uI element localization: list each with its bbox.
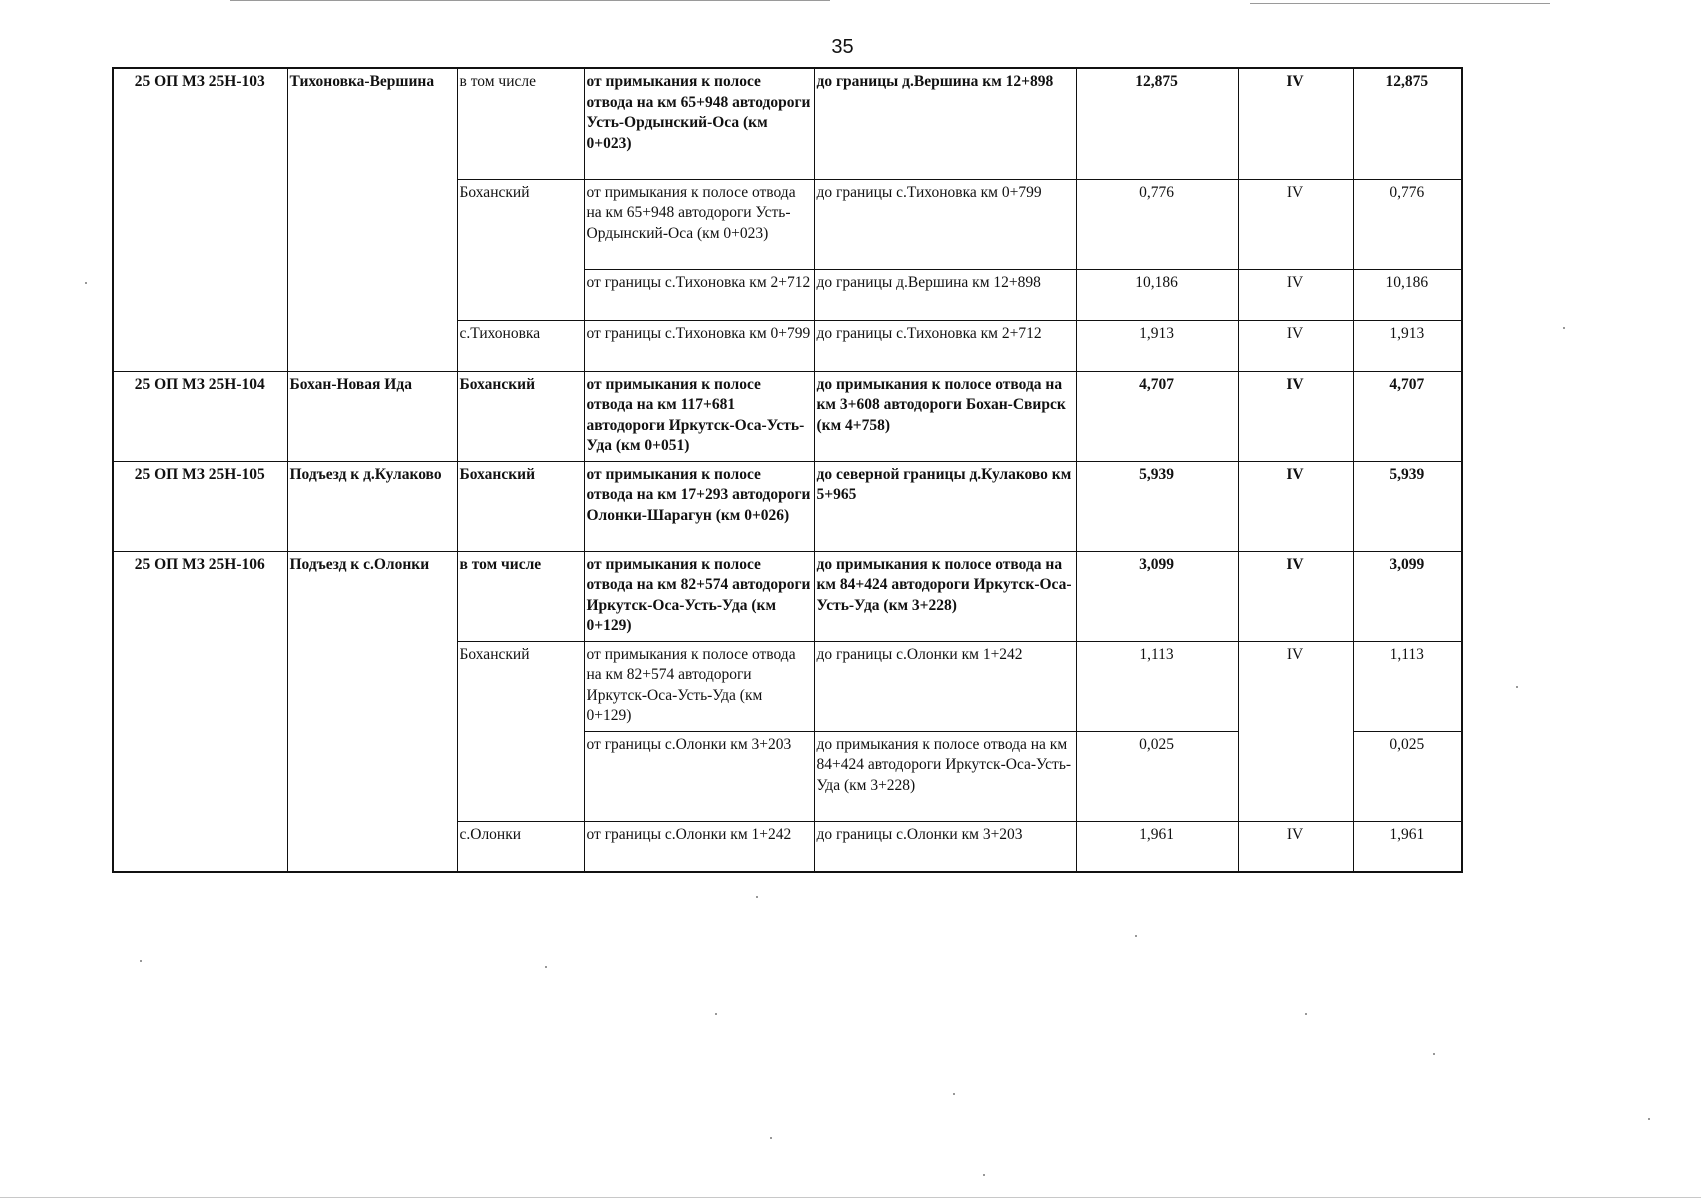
length-cell: 4,707 <box>1076 371 1238 461</box>
category-cell: IV <box>1238 461 1353 551</box>
page-number: 35 <box>831 36 854 58</box>
length-cell: 3,099 <box>1076 551 1238 641</box>
district-cell: с.Олонки <box>457 821 584 872</box>
from-cell: от границы с.Олонки км 1+242 <box>584 821 814 872</box>
total-cell: 5,939 <box>1353 461 1462 551</box>
scan-speck <box>1563 327 1565 329</box>
total-cell: 12,875 <box>1353 68 1462 179</box>
scan-edge-top-right <box>1250 3 1550 4</box>
length-cell: 1,113 <box>1076 641 1238 731</box>
total-cell: 10,186 <box>1353 269 1462 320</box>
from-cell: от примыкания к полосе отвода на км 65+948 автодороги Усть-Ордынский-Оса (км 0+023) <box>584 179 814 269</box>
category-cell: IV <box>1238 371 1353 461</box>
to-cell: до примыкания к полосе отвода на км 84+424 автодороги Иркутск-Оса-Усть-Уда (км 3+228) <box>814 551 1076 641</box>
length-cell: 5,939 <box>1076 461 1238 551</box>
scan-speck <box>1648 1118 1650 1120</box>
total-cell: 3,099 <box>1353 551 1462 641</box>
from-cell: от примыкания к полосе отвода на км 17+293 автодороги Олонки-Шарагун (км 0+026) <box>584 461 814 551</box>
from-cell: от примыкания к полосе отвода на км 82+574 автодороги Иркутск-Оса-Усть-Уда (км 0+129) <box>584 641 814 731</box>
scan-speck <box>1516 686 1518 688</box>
length-cell: 1,913 <box>1076 320 1238 371</box>
to-cell: до границы с.Олонки км 3+203 <box>814 821 1076 872</box>
road-code: 25 ОП МЗ 25Н-103 <box>113 68 287 371</box>
scan-edge-bottom <box>0 1197 1701 1198</box>
district-cell: Боханский <box>457 641 584 821</box>
total-cell: 1,113 <box>1353 641 1462 731</box>
district-cell: в том числе <box>457 68 584 179</box>
scan-speck <box>1305 1013 1307 1015</box>
road-name: Бохан-Новая Ида <box>287 371 457 461</box>
district-cell: Боханский <box>457 371 584 461</box>
length-cell: 0,776 <box>1076 179 1238 269</box>
district-cell: Боханский <box>457 461 584 551</box>
to-cell: до границы д.Вершина км 12+898 <box>814 269 1076 320</box>
category-cell: IV <box>1238 641 1353 821</box>
length-cell: 0,025 <box>1076 731 1238 821</box>
from-cell: от примыкания к полосе отвода на км 82+574 автодороги Иркутск-Оса-Усть-Уда (км 0+129) <box>584 551 814 641</box>
length-cell: 12,875 <box>1076 68 1238 179</box>
category-cell: IV <box>1238 269 1353 320</box>
total-cell: 0,025 <box>1353 731 1462 821</box>
to-cell: до границы д.Вершина км 12+898 <box>814 68 1076 179</box>
district-cell: Боханский <box>457 179 584 320</box>
table-row <box>113 461 1462 551</box>
from-cell: от границы с.Тихоновка км 2+712 <box>584 269 814 320</box>
table-row <box>113 551 1462 641</box>
length-cell: 10,186 <box>1076 269 1238 320</box>
category-cell: IV <box>1238 320 1353 371</box>
table-row <box>113 371 1462 461</box>
category-cell: IV <box>1238 551 1353 641</box>
category-cell: IV <box>1238 821 1353 872</box>
table-row <box>113 68 1462 179</box>
road-code: 25 ОП МЗ 25Н-104 <box>113 371 287 461</box>
scan-speck <box>1135 935 1137 937</box>
scan-speck <box>756 896 758 898</box>
district-cell: в том числе <box>457 551 584 641</box>
scan-edge-top <box>230 0 830 1</box>
to-cell: до северной границы д.Кулаково км 5+965 <box>814 461 1076 551</box>
road-name: Подъезд к с.Олонки <box>287 551 457 872</box>
to-cell: до границы с.Олонки км 1+242 <box>814 641 1076 731</box>
scan-speck <box>545 966 547 968</box>
scan-speck <box>770 1137 772 1139</box>
total-cell: 0,776 <box>1353 179 1462 269</box>
total-cell: 1,961 <box>1353 821 1462 872</box>
scan-speck <box>140 960 142 962</box>
scan-speck <box>953 1093 955 1095</box>
to-cell: до примыкания к полосе отвода на км 3+608 автодороги Бохан-Свирск (км 4+758) <box>814 371 1076 461</box>
length-cell: 1,961 <box>1076 821 1238 872</box>
scan-speck <box>85 282 87 284</box>
category-cell: IV <box>1238 68 1353 179</box>
scan-speck <box>1433 1053 1435 1055</box>
scan-speck <box>983 1174 985 1176</box>
total-cell: 1,913 <box>1353 320 1462 371</box>
district-cell: с.Тихоновка <box>457 320 584 371</box>
to-cell: до границы с.Тихоновка км 0+799 <box>814 179 1076 269</box>
from-cell: от границы с.Олонки км 3+203 <box>584 731 814 821</box>
from-cell: от границы с.Тихоновка км 0+799 <box>584 320 814 371</box>
total-cell: 4,707 <box>1353 371 1462 461</box>
road-name: Подъезд к д.Кулаково <box>287 461 457 551</box>
road-code: 25 ОП МЗ 25Н-106 <box>113 551 287 872</box>
from-cell: от примыкания к полосе отвода на км 65+948 автодороги Усть-Ордынский-Оса (км 0+023) <box>584 68 814 179</box>
from-cell: от примыкания к полосе отвода на км 117+681 автодороги Иркутск-Оса-Усть-Уда (км 0+051) <box>584 371 814 461</box>
category-cell: IV <box>1238 179 1353 269</box>
roads-table <box>112 67 1463 873</box>
road-name: Тихоновка-Вершина <box>287 68 457 371</box>
road-code: 25 ОП МЗ 25Н-105 <box>113 461 287 551</box>
scan-speck <box>715 1013 717 1015</box>
to-cell: до примыкания к полосе отвода на км 84+424 автодороги Иркутск-Оса-Усть-Уда (км 3+228) <box>814 731 1076 821</box>
to-cell: до границы с.Тихоновка км 2+712 <box>814 320 1076 371</box>
